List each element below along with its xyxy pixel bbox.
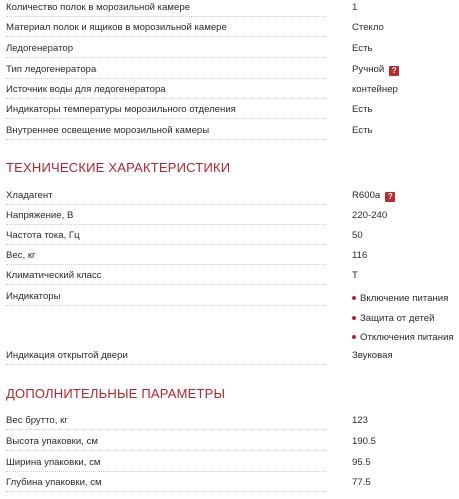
spec-value: 190.5 [352, 436, 377, 447]
spec-label: Ледогенератор [6, 43, 326, 58]
spec-row-ice-maker-type [0, 64, 459, 84]
spec-row-ice-water-source [0, 84, 459, 104]
indicator-text: Включение питания [360, 293, 449, 304]
spec-value: 220-240 [352, 210, 388, 221]
spec-value-text: Ручной [352, 64, 385, 75]
spec-value: 123 [352, 415, 369, 426]
spec-value: Есть [352, 104, 373, 115]
spec-row-package-width [0, 457, 459, 477]
section-title-technical: ТЕХНИЧЕСКИЕ ХАРАКТЕРИСТИКИ [6, 160, 231, 175]
spec-value: Есть [352, 125, 373, 136]
bullet-dot-icon [352, 335, 356, 339]
spec-value: Стекло [352, 22, 384, 33]
spec-label: Частота тока, Гц [6, 230, 326, 245]
spec-row-gross-weight [0, 415, 459, 435]
indicator-item-child-lock [352, 313, 434, 325]
spec-value: контейнер [352, 84, 398, 95]
spec-label: Глубина упаковки, см [6, 477, 326, 492]
spec-value: 1 [352, 2, 358, 13]
indicator-item-power-on [352, 293, 448, 305]
spec-row-freezer-temp-indicators [0, 104, 459, 124]
spec-label: Ширина упаковки, см [6, 457, 326, 472]
spec-label: Климатический класс [6, 270, 326, 285]
spec-value [352, 64, 399, 76]
section-title-additional: ДОПОЛНИТЕЛЬНЫЕ ПАРАМЕТРЫ [6, 386, 226, 401]
spec-row-frequency [0, 230, 459, 250]
spec-label: Количество полок в морозильной камере [6, 2, 326, 17]
spec-row-package-height [0, 436, 459, 456]
spec-value [352, 190, 395, 202]
indicator-item-power-off [352, 332, 454, 344]
spec-label: Индикаторы [6, 291, 326, 306]
spec-label: Вес брутто, кг [6, 415, 326, 430]
spec-row-climate-class [0, 270, 459, 290]
spec-row-ice-maker [0, 43, 459, 63]
spec-value: 116 [352, 250, 368, 261]
spec-row-freezer-shelf-material [0, 22, 459, 42]
spec-label: Материал полок и ящиков в морозильной камере [6, 22, 326, 37]
spec-label: Напряжение, В [6, 210, 326, 225]
bullet-dot-icon [352, 296, 356, 300]
spec-label: Высота упаковки, см [6, 436, 326, 451]
spec-value: 77.5 [352, 477, 371, 488]
spec-value: T [352, 270, 358, 281]
spec-label: Хладагент [6, 190, 326, 205]
spec-row-weight [0, 250, 459, 270]
spec-row-voltage [0, 210, 459, 230]
question-badge-icon[interactable]: ? [385, 192, 395, 202]
spec-label: Внутреннее освещение морозильной камеры [6, 125, 326, 140]
spec-row-freezer-shelves [0, 2, 459, 22]
spec-label: Индикаторы температуры морозильного отделения [6, 104, 326, 119]
spec-row-refrigerant [0, 190, 459, 210]
indicator-text: Отключения питания [360, 332, 454, 343]
spec-row-freezer-light [0, 125, 459, 145]
spec-label: Тип ледогенератора [6, 64, 326, 79]
spec-value-text: R600a [352, 190, 381, 201]
spec-label: Индикация открытой двери [6, 350, 326, 365]
spec-value: Звуковая [352, 350, 393, 361]
spec-label: Вес, кг [6, 250, 326, 265]
spec-value: Есть [352, 43, 373, 54]
spec-label: Источник воды для ледогенератора [6, 84, 326, 99]
spec-row-package-depth [0, 477, 459, 497]
spec-value: 50 [352, 230, 363, 241]
spec-value: 95.5 [352, 457, 371, 468]
bullet-dot-icon [352, 316, 356, 320]
question-badge-icon[interactable]: ? [389, 66, 399, 76]
spec-row-door-open-indicator [0, 350, 459, 370]
indicator-text: Защита от детей [360, 313, 435, 324]
